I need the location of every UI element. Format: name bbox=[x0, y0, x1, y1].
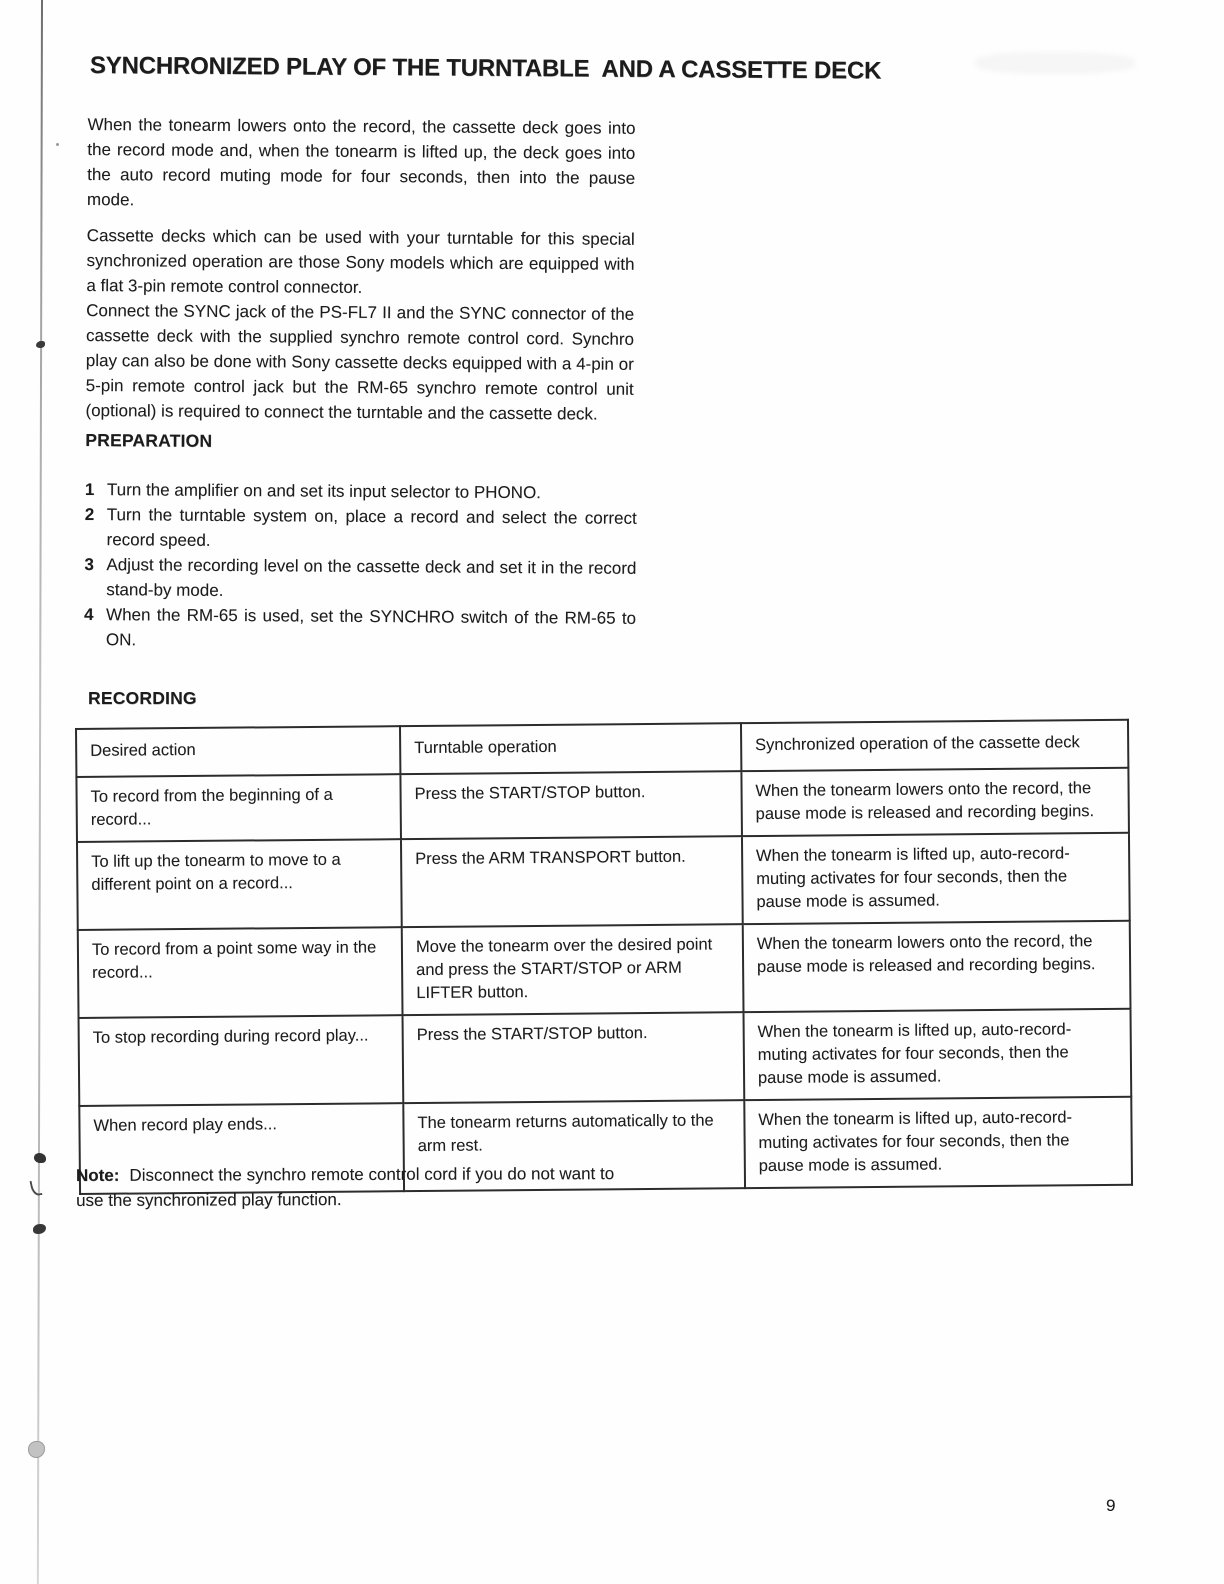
table-row bbox=[76, 768, 1129, 842]
step-text: Turn the turntable system on, place a record and select the correct record speed. bbox=[106, 505, 637, 550]
table-cell: When the tonearm is lifted up, auto-record-muting activates for four seconds, then the pause mode is assumed. bbox=[742, 833, 1130, 924]
table-cell: To stop recording during record play... bbox=[79, 1015, 404, 1106]
page-title: SYNCHRONIZED PLAY OF THE TURNTABLE AND A CASSETTE DECK bbox=[89, 52, 882, 85]
step-text: When the RM-65 is used, set the SYNCHRO switch of the RM-65 to ON. bbox=[105, 605, 637, 650]
binding-line-artifact bbox=[37, 0, 43, 1584]
upper-content bbox=[0, 0, 1224, 650]
scan-blot bbox=[34, 1153, 46, 1163]
step-number: 2 bbox=[84, 504, 95, 525]
table-cell: Press the ARM TRANSPORT button. bbox=[401, 836, 743, 927]
table-cell: To record from the beginning of a record... bbox=[76, 774, 401, 842]
header-turntable-operation: Turntable operation bbox=[400, 723, 741, 774]
preparation-step bbox=[84, 602, 636, 656]
step-number: 3 bbox=[84, 554, 94, 575]
scan-blot bbox=[36, 341, 45, 348]
table-cell: Press the START/STOP button. bbox=[400, 771, 741, 839]
table-cell: Move the tonearm over the desired point and press the START/STOP or ARM LIFTER button. bbox=[402, 924, 744, 1015]
table-cell: To record from a point some way in the record... bbox=[78, 927, 403, 1018]
intro-paragraph-3: Connect the SYNC jack of the PS-FL7 II and the SYNC connector of the cassette deck with the supplied synchro remote control cord. Synchro play can also be done with Sony cassette decks equipped with a 4-pin or 5-pin remote control jack but the RM-65 synchro remote control unit (optional) is required to connect the turntable and the cassette deck. bbox=[85, 300, 635, 424]
step-text: Adjust the recording level on the cassette deck and set it in the record stand-by mode. bbox=[106, 555, 637, 600]
table-cell: When the tonearm is lifted up, auto-record-muting activates for four seconds, then the pause mode is assumed. bbox=[744, 1097, 1132, 1188]
table-cell: When the tonearm is lifted up, auto-record-muting activates for four seconds, then the pause mode is assumed. bbox=[743, 1009, 1131, 1100]
scan-noise bbox=[975, 52, 1135, 74]
scan-hook-mark bbox=[29, 1179, 42, 1197]
table-cell: When record play ends... bbox=[79, 1103, 404, 1194]
preparation-step bbox=[85, 477, 637, 506]
header-synchronized-operation: Synchronized operation of the cassette deck bbox=[741, 720, 1129, 771]
step-text: Turn the amplifier on and set its input selector to PHONO. bbox=[106, 480, 542, 503]
scan-smudge-blob bbox=[28, 1441, 45, 1458]
recording-table bbox=[75, 719, 1133, 1195]
table-cell: Press the START/STOP button. bbox=[403, 1012, 745, 1103]
recording-heading: RECORDING bbox=[88, 688, 197, 708]
table-cell: When the tonearm lowers onto the record, the pause mode is released and recording begins. bbox=[743, 921, 1131, 1012]
table-row bbox=[78, 921, 1131, 1018]
note bbox=[76, 1161, 628, 1213]
header-desired-action: Desired action bbox=[76, 726, 400, 777]
table-cell: When the tonearm lowers onto the record, the pause mode is released and recording begins. bbox=[741, 768, 1129, 836]
intro-paragraph-1: When the tonearm lowers onto the record, the cassette deck goes into the record mode and, when the tonearm is lifted up, the deck goes into the auto record muting mode for four seconds, then into the pause mode. bbox=[86, 114, 636, 210]
table-cell: To lift up the tonearm to move to a different point on a record... bbox=[77, 839, 402, 930]
intro-section bbox=[85, 112, 635, 427]
note-label: Note: bbox=[75, 1165, 120, 1185]
preparation-heading: PREPARATION bbox=[85, 429, 213, 451]
table-row bbox=[79, 1009, 1132, 1106]
page-number: 9 bbox=[1106, 1496, 1116, 1515]
table-row bbox=[77, 833, 1130, 930]
step-number: 1 bbox=[84, 479, 95, 500]
preparation-step bbox=[84, 502, 636, 556]
scan-blot bbox=[33, 1224, 46, 1234]
scan-speck bbox=[56, 143, 59, 146]
intro-paragraph-2: Cassette decks which can be used with your turntable for this special synchronized operation are those Sony models which are equipped with a flat 3-pin remote control connector. bbox=[86, 225, 635, 297]
step-number: 4 bbox=[83, 604, 94, 625]
preparation-step bbox=[84, 552, 636, 606]
table-cell: The tonearm returns automatically to the arm rest. bbox=[403, 1100, 745, 1191]
note-text: Disconnect the synchro remote control cord if you do not want to use the synchronized play function. bbox=[76, 1164, 615, 1210]
preparation-steps bbox=[84, 477, 637, 656]
